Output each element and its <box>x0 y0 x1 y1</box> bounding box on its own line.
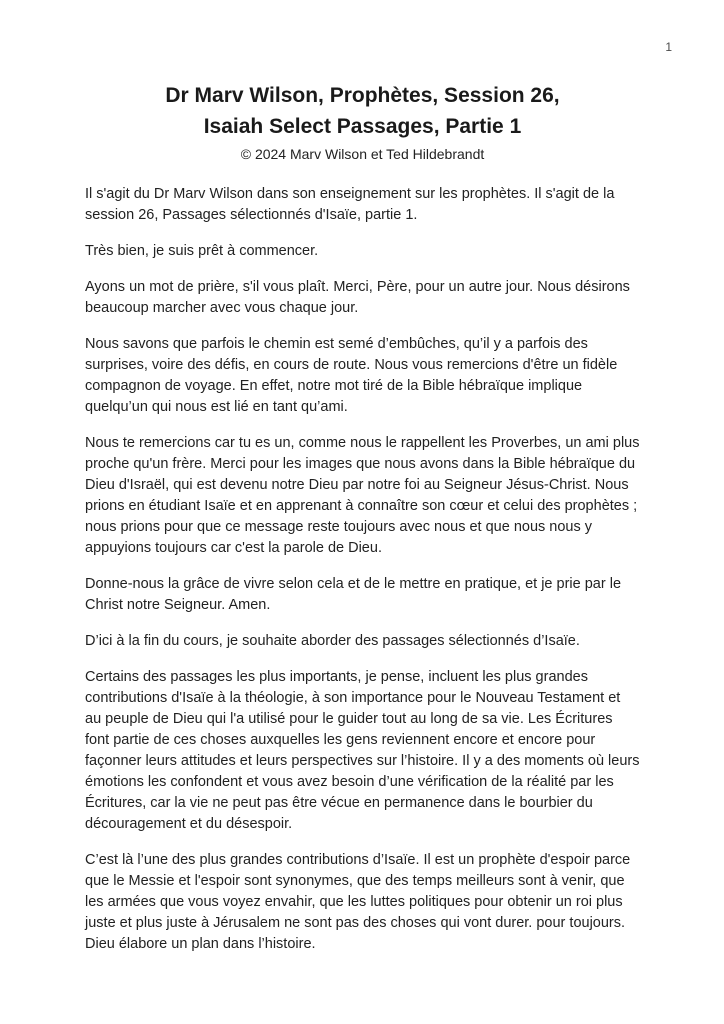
title-line-1: Dr Marv Wilson, Prophètes, Session 26, <box>165 84 560 107</box>
document-body <box>85 184 640 955</box>
page-number: 1 <box>665 40 672 54</box>
document-title <box>85 80 640 142</box>
paragraph: Nous te remercions car tu es un, comme nous le rappellent les Proverbes, un ami plus proche qu'un frère. Merci pour les images que nous avons dans la Bible hébraïque du Dieu d'Israël, qui est devenu notre Dieu par notre foi au Seigneur Jésus-Christ. Nous prions en étudiant Isaïe et en apprenant à connaître son cœur et celui des prophètes ; nous prions pour que ce message reste toujours avec nous et que nous nous y appuyions toujours car c'est la parole de Dieu. <box>85 435 640 556</box>
copyright-line: © 2024 Marv Wilson et Ted Hildebrandt <box>240 146 485 162</box>
paragraph: Il s'agit du Dr Marv Wilson dans son enseignement sur les prophètes. Il s'agit de la session 26, Passages sélectionnés d'Isaïe, partie 1. <box>85 186 615 223</box>
paragraph: Très bien, je suis prêt à commencer. <box>85 243 319 259</box>
paragraph: Nous savons que parfois le chemin est semé d’embûches, qu’il y a parfois des surprises, voire des défis, en cours de route. Nous vous remercions d'être un fidèle compagnon de voyage. En effet, notre mot tiré de la Bible hébraïque implique quelqu’un qui nous est lié en tant qu’ami. <box>85 336 618 415</box>
paragraph: Donne-nous la grâce de vivre selon cela et de le mettre en pratique, et je prie par le Christ notre Seigneur. Amen. <box>85 576 622 613</box>
paragraph: D’ici à la fin du cours, je souhaite aborder des passages sélectionnés d’Isaïe. <box>85 633 580 649</box>
title-line-2: Isaiah Select Passages, Partie 1 <box>203 115 522 138</box>
paragraph: Ayons un mot de prière, s'il vous plaît. Merci, Père, pour un autre jour. Nous désirons beaucoup marcher avec vous chaque jour. <box>85 279 630 316</box>
paragraph: Certains des passages les plus importants, je pense, incluent les plus grandes contributions d'Isaïe à la théologie, à son importance pour le Nouveau Testament et au peuple de Dieu qui l'a utilisé pour le guider tout au long de sa vie. Les Écritures font partie de ces choses auxquelles les gens reviennent encore et encore pour façonner leurs attitudes et leurs perspectives sur l’histoire. Il y a des moments où leurs émotions les confondent et vous avez besoin d’une vérification de la réalité par les Écritures, car la vie ne peut pas être vécue en permanence dans le bourbier du découragement et du désespoir. <box>85 669 640 832</box>
paragraph: C’est là l’une des plus grandes contributions d’Isaïe. Il est un prophète d'espoir parce que le Messie et l'espoir sont synonymes, que des temps meilleurs sont à venir, que les armées que vous voyez envahir, que les luttes politiques pour obtenir un roi plus juste et plus juste à Jérusalem ne sont pas des choses qui vont durer. pour toujours. Dieu élabore un plan dans l’histoire. <box>85 852 631 952</box>
